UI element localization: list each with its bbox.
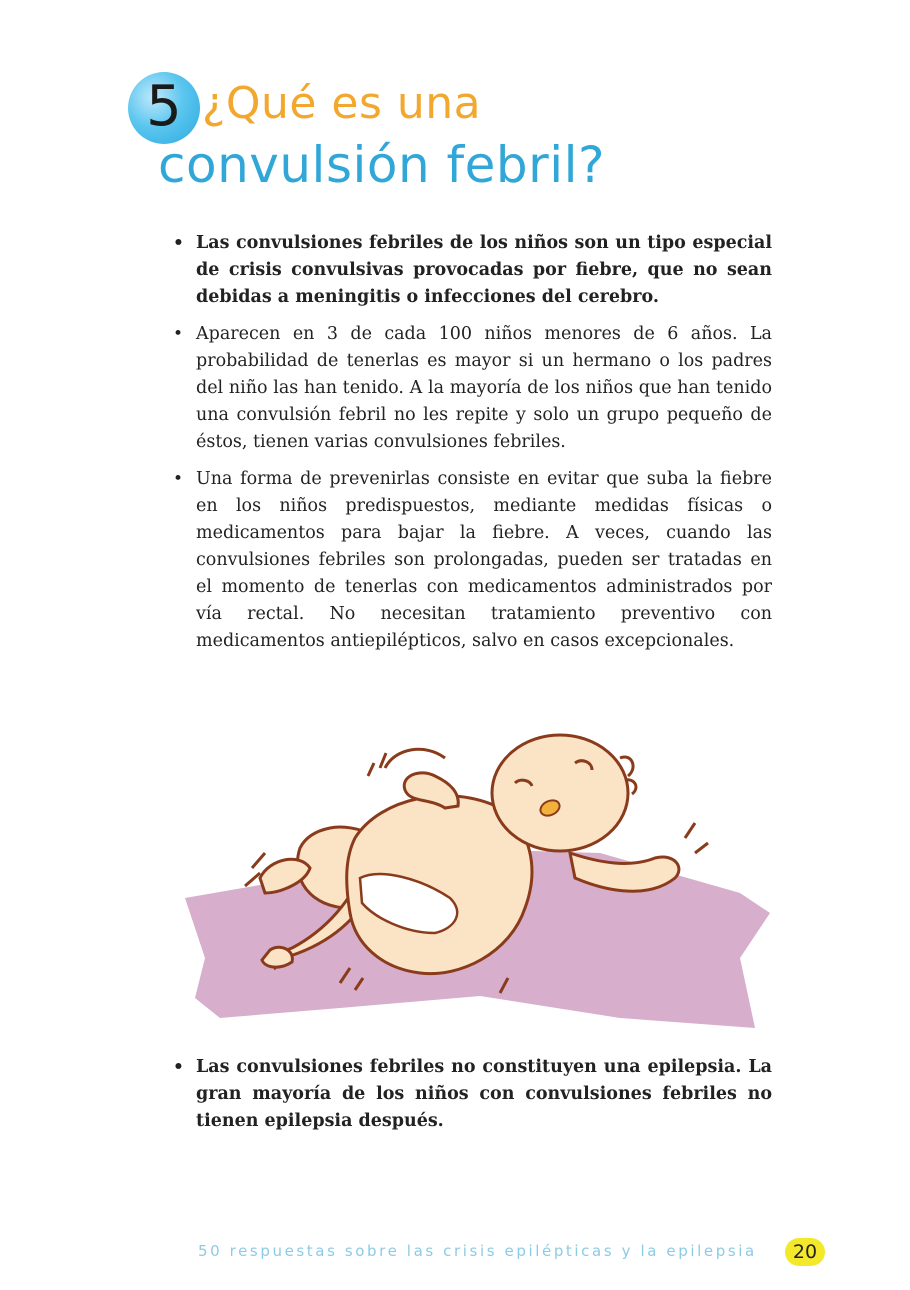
baby-head bbox=[492, 735, 628, 851]
chapter-number: 5 bbox=[146, 74, 182, 139]
bullet-item bbox=[172, 466, 772, 655]
bullet-text: Una forma de prevenirlas consiste en evitar que suba la fiebre en los niños predispuestos, mediante medidas físicas o medicamentos para bajar la fiebre. A veces, cuando las convulsiones febriles son prolongadas, pueden ser tratadas en el momento de tenerlas con medicamentos administrados por vía rectal. No necesitan tratamiento preventivo con medicamentos antiepilépticos, salvo en casos excepcionales. bbox=[196, 469, 772, 651]
page-number: 20 bbox=[785, 1238, 825, 1266]
bullet-text: Aparecen en 3 de cada 100 niños menores de 6 años. La probabilidad de tenerlas es mayor si un hermano o los padres del niño las han tenido. A la mayoría de los niños que han tenido una convulsión febril no les repite y solo un grupo pequeño de éstos, tienen varias convulsiones febriles. bbox=[196, 324, 772, 452]
bullet-item bbox=[172, 1054, 772, 1135]
bullet-text: Las convulsiones febriles de los niños son un tipo especial de crisis convulsivas provocadas por fiebre, que no sean debidas a meningitis o infecciones del cerebro. bbox=[196, 233, 772, 307]
bullet-item bbox=[172, 321, 772, 456]
bullet-icon: • bbox=[173, 324, 184, 344]
bullet-list-bottom bbox=[172, 1054, 772, 1145]
chapter-number-badge bbox=[128, 72, 200, 144]
bullet-icon: • bbox=[173, 1057, 184, 1077]
baby-arm-stroke bbox=[385, 749, 445, 768]
convulsing-baby-illustration bbox=[180, 728, 770, 1038]
bullet-list-top bbox=[172, 230, 772, 665]
bullet-icon: • bbox=[173, 233, 184, 253]
bullet-item bbox=[172, 230, 772, 311]
page-title-line2: convulsión febril? bbox=[158, 136, 606, 194]
bullet-icon: • bbox=[173, 469, 184, 489]
page-title-line1: ¿Qué es una bbox=[202, 78, 482, 129]
bullet-text: Las convulsiones febriles no constituyen una epilepsia. La gran mayoría de los niños con convulsiones febriles no tienen epilepsia después. bbox=[196, 1057, 772, 1131]
footer-book-title: 50 respuestas sobre las crisis epilépticas y la epilepsia bbox=[198, 1242, 757, 1260]
